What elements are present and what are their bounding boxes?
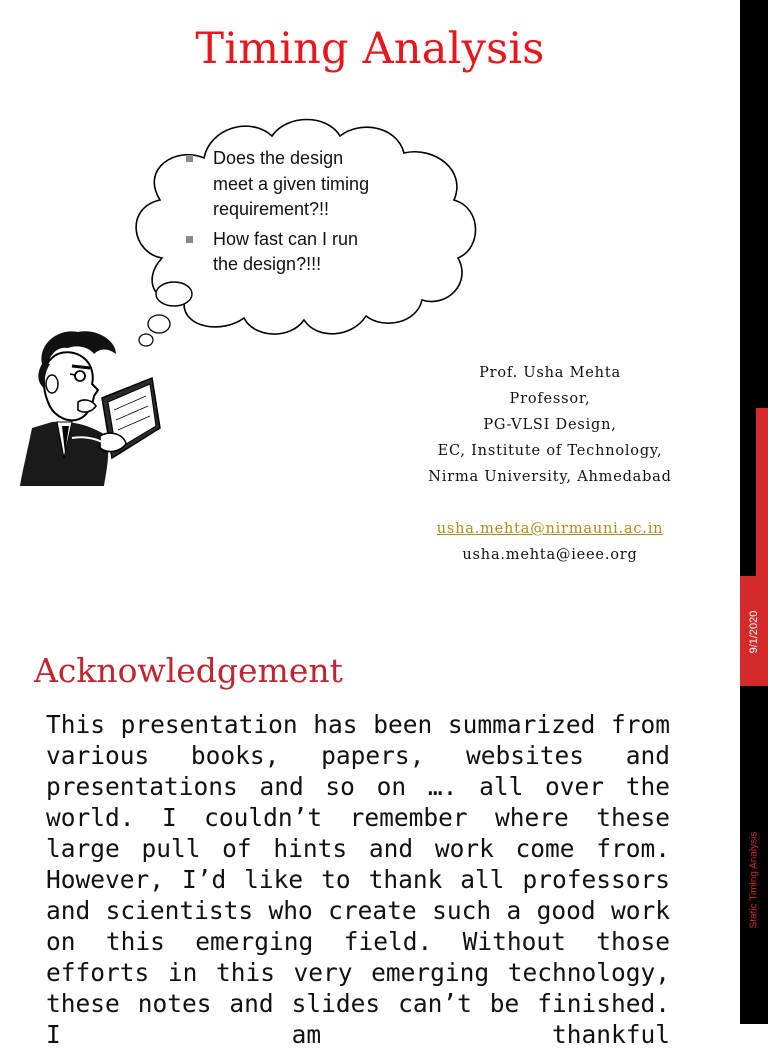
- author-position: Professor,: [509, 391, 591, 407]
- slide-date: 9/1/2020: [748, 610, 760, 654]
- slide-acknowledgement: [0, 585, 740, 1049]
- question-text: Does the design meet a given timing requirement?!!: [213, 148, 370, 219]
- author-info: [400, 360, 700, 568]
- thought-bubble-large: [156, 282, 192, 306]
- slide-title-heading: Timing Analysis: [195, 24, 545, 74]
- author-department: PG-VLSI Design,: [483, 417, 617, 433]
- question-list: [186, 146, 386, 282]
- email-link-primary[interactable]: usha.mehta@nirmauni.ac.in: [436, 521, 664, 537]
- question-item: [186, 146, 386, 223]
- author-institute: EC, Institute of Technology,: [437, 443, 663, 459]
- question-text: How fast can I run the design?!!!: [213, 228, 359, 274]
- sidebar-accent-bar: [756, 408, 768, 576]
- author-university: Nirma University, Ahmedabad: [428, 469, 672, 485]
- square-bullet-icon: [186, 155, 193, 162]
- acknowledgement-body: This presentation has been summarized from various books, papers, websites and presentations and so on …. all over the world. I couldn’t remember where these large pull of hints and work come from. However, I’d like to thank all professors and scientists who create such a good work on this emerging field. Without those efforts in this very emerging technology, these notes and slides can’t be finished. I am thankful: [46, 710, 670, 1049]
- slide-footer-title: Static Timing Analysis: [748, 831, 760, 929]
- square-bullet-icon: [186, 236, 193, 243]
- email-secondary: usha.mehta@ieee.org: [462, 547, 638, 563]
- thinking-man-illustration: [12, 318, 162, 488]
- question-item: [186, 227, 386, 278]
- author-name: Prof. Usha Mehta: [479, 365, 621, 381]
- acknowledgement-heading: Acknowledgement: [34, 651, 343, 690]
